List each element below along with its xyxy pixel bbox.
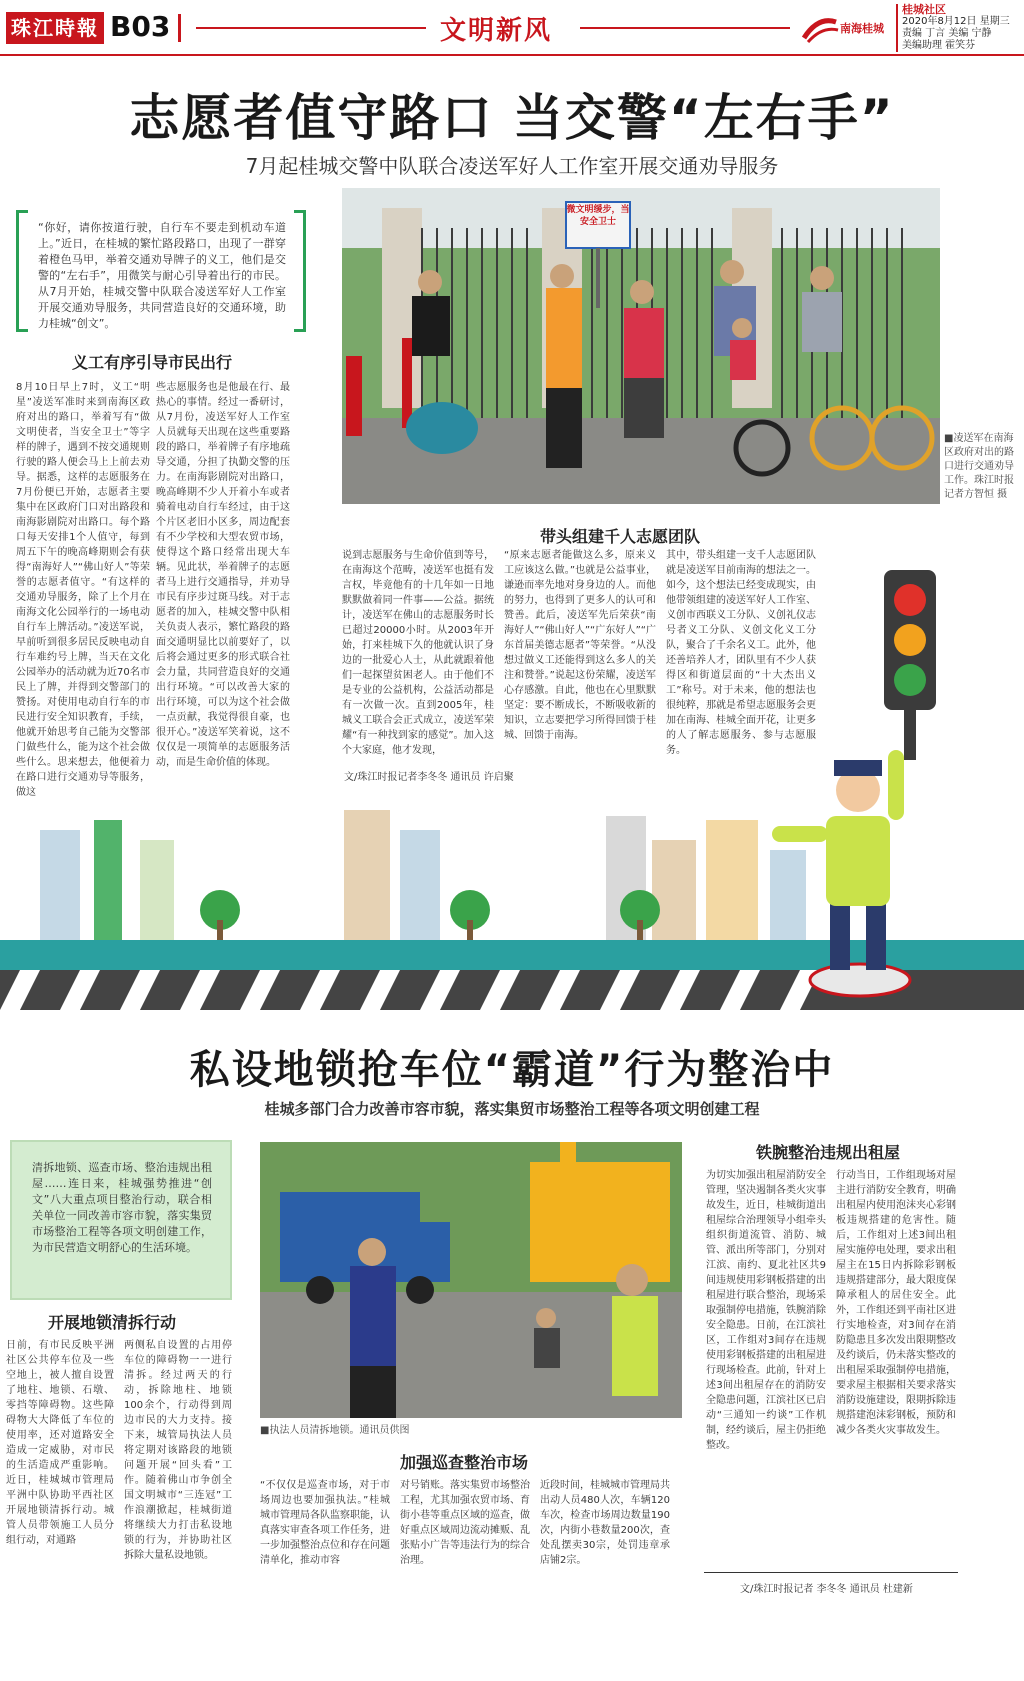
issue-date: 2020年8月12日 星期三 <box>902 16 1010 27</box>
article2-headline: 私设地锁抢车位“霸道”行为整治中 <box>189 1047 835 1093</box>
article1-col3: 说到志愿服务与生命价值到等号，在南海这个范畴，凌送军也挺有发言权，毕竟他有的十几年如一日地默默做着同一件事——公益。据统计，凌送军在佛山的志愿服务时长已超过20000小时。从2003年开始，打来桂城下久的他就认识了身边的一批爱心人士，从此就跟着他们一起探望贫困老人。由于他们不是专业的公益机构，公益活动都是有一次做一次。直到2005年，桂城义工联合会正式成立，凌送军荣耀“有一种找到家的感觉”。加入这个大家庭，他才发现， <box>342 550 494 756</box>
volunteer-sign-text: 微文明缓步，当安全卫士 <box>566 205 630 227</box>
section-title: 文明新风 <box>440 16 553 46</box>
article1-lead: “你好，请你按道行驶，自行车不要走到机动车道上。”近日，在桂城的繁忙路段路口，出现了一群穿着橙色马甲，举着交通劝导牌子的义工，他们是交警的“左右手”，用微笑与耐心引导着出行的市民。从7月开始，桂城交警中队联合凌送军好人工作室开展交通劝导服务，共同营造良好的交通环境，助力桂城“创文”。 <box>38 221 286 330</box>
article2-col1: 日前，有市民反映平洲社区公共停车位及一些空地上，被人擅自设置了地柱、地锁、石墩、零挡等障碍物。这些障碍物大大降低了车位的使用率，还对道路安全造成一定威胁，对市民的生活造成严重影响。近日，桂城城市管理局平洲中队协助平西社区开展地锁清拆行动。城管人员带领施工人员分组行动，对通路 <box>6 1340 114 1546</box>
article2-col5: 近段时间，桂城城市管理局共出动人员480人次，车辆120车次，检查市场周边数量190次，内街小巷数量200次，查处乱摆卖30宗，处罚违章承店铺2宗。 <box>540 1480 670 1566</box>
article1-col2: 些志愿服务也是他最在行、最热心的事情。经过一番研讨，从7月份，凌送军好人工作室人员就每天出现在这些重要路段的路口，举着牌子有序地疏导交通，分担了执勤交警的压力。在南海影剧院对出路口，晚高峰期不少人开着小车或者骑着电动自行车经过，由于这个片区老旧小区多，周边配套有不少学校和大型农贸市场，使得这个路口经常出现大车辆。见此状，举着牌子的志愿者马上进行交通指导，并劝导市民有序步过斑马线。对于志愿者的加入，桂城交警中队相关负责人表示，繁忙路段的路面交通明显比以前要好了，以后将会通过更多的形式联合社会力量，共同营造良好的交通出行环境。“可以改善大家的出行环境，可以为这个社会做一点贡献，我觉得很自豪，也很开心。”凌送军笑着说，这不仅仅是一项简单的志愿服务活动，而是生命价值的体现。 <box>156 382 290 768</box>
article2-photo-caption: ■执法人员清拆地锁。通讯员供图 <box>260 1425 410 1436</box>
article2-col4: 对号销账。落实集贸市场整治工程，尤其加强农贸市场、育街小巷等重点区域的巡查，做好重点区域周边流动摊贩、乱张贴小广告等违法行为的综合治理。 <box>400 1480 530 1566</box>
editor-line: 责编 丁言 美编 宁静 <box>902 28 992 39</box>
article1-col1: 8月10日早上7时，义工“明星”凌送军准时来到南海区政府对出的路口，举着写有“做文明使者，当安全卫士”等字样的牌子，遇到不按交通规则行驶的路人便会马上上前去劝导。据悉，这样的志愿服务在7月份便已开始，志愿者主要集中在区政府门口对出路段和南海影剧院对出路口。每个路口每天安排1个人值守，每到周五下午的晚高峰期则会有获得“南海好人”“佛山好人”等荣誉的志愿者值守。“有这样的交通劝导服务，除了上个月在南海文化公园举行的一场电动自行车上牌活动。”凌送军说，早前听到很多居民反映电动自行车难约号上牌，当天在文化公园举办的活动就为近70名市民上了牌，并得到交警部门的赞扬。对使用电动自行车的市民进行安全知识教育，手续，他就开始思考自己能为交警部门做些什么，能为这个社会做些什么。思来想去，他便着力在路口进行交通劝导等服务，做这 <box>16 382 150 798</box>
article2-credit: 文/珠江时报记者 李冬冬 通讯员 杜建新 <box>740 1584 913 1595</box>
section-rule-right <box>580 27 790 29</box>
article1-credit: 文/珠江时报记者李冬冬 通讯员 许启聚 <box>344 772 514 783</box>
article1-col5: 其中，带头组建一支千人志愿团队就是凌送军目前南海的想法之一。如今，这个想法已经变成现实，由他带领组建的凌送军好人工作室、义创市西联义工分队、义创礼仪志号者义工分队、义创文化义工分队，聚合了千余名义工。此外，他还善培养人才，团队里有不少人获得区和街道层面的“十大杰出义工”称号。对于未来，他的想法也很纯粹，那就是希望志愿服务会更加在南海、桂城全面开花，让更多的人了解志愿服务、参与志愿服务。 <box>666 550 816 756</box>
article2-subhead: 桂城多部门合力改善市容市貌，落实集贸市场整治工程等各项文明创建工程 <box>264 1100 760 1118</box>
article1-headline: 志愿者值守路口 当交警“左右手” <box>129 89 895 147</box>
section-rule-left <box>196 27 426 29</box>
article2-section1-title: 开展地锁清拆行动 <box>48 1313 177 1332</box>
masthead-divider <box>178 14 181 42</box>
article2-col3: “不仅仅是巡查市场，对于市场周边也要加强执法。”桂城城市管理局各队监察职能，认真落实审查各项工作任务，进一步加强整治点位和存在问题清单化，推动市容 <box>260 1480 390 1566</box>
volunteer-photo <box>342 188 940 504</box>
lead-bracket-left <box>16 210 28 332</box>
article2-col2: 两侧私自设置的占用停车位的障碍物一一进行清拆。经过两天的行动，拆除地柱、地锁100余个，行动得到周边市民的大力支持。接下来，城管局执法人员将定期对该路段的地锁问题开展“回头看”工作。随着佛山市争创全国文明城市“三连冠”工作浪潮掀起，桂城街道将继续大力打击私设地锁的行为，并协助社区拆除大量私设地锁。 <box>124 1340 232 1561</box>
masthead <box>0 0 1024 56</box>
column-name: 桂城社区 <box>902 3 946 16</box>
page-number: B03 <box>110 10 171 43</box>
article2-section3-title: 铁腕整治违规出租屋 <box>756 1143 901 1162</box>
article1-subhead: 7月起桂城交警中队联合凌送军好人工作室开展交通劝导服务 <box>245 154 779 178</box>
sponsor-name: 南海桂城 <box>840 22 884 35</box>
paper-logo: 珠江時報 <box>6 12 104 44</box>
article2-lead: 清拆地锁、巡查市场、整治违规出租屋……连日来，桂城强势推进“创文”八大重点项目整治行动，联合相关单位一同改善市容市貌，落实集贸市场整治工程等各项文明创建工作，为市民营造文明舒心的生活环境。 <box>32 1161 212 1254</box>
article2-lead-bubble <box>10 1140 232 1300</box>
article2-col7: 行动当日，工作组现场对屋主进行消防安全教育，明确出租屋内使用泡沫夹心彩钢板违规搭建的危害性。随后，工作组对上述3间出租屋实施停电处理，要求出租屋主在15日内拆除彩钢板违规搭建部分，最大限度保障承租人的居住安全。此外，工作组还到平南社区进行实地检查，对3间存在消防隐患且多次发出限期整改及约谈后，仍未落实整改的出租屋采取强制停电措施，要求屋主根据相关要求落实消防设施建设，限期拆除违规搭建泡沫彩钢板，预防和减少各类火灾事故发生。 <box>836 1170 956 1436</box>
issue-meta <box>896 4 1010 52</box>
article1-photo-caption: ■凌送军在南海区政府对出的路口进行交通劝导工作。珠江时报记者方智恒 摄 <box>944 433 1014 500</box>
credit-rule <box>704 1572 958 1573</box>
article2-section2-title: 加强巡查整治市场 <box>400 1453 529 1472</box>
article1-section1-title: 义工有序引导市民出行 <box>72 353 233 372</box>
lead-bracket-right <box>294 210 306 332</box>
traffic-police-icon <box>770 730 940 1010</box>
assistant-line: 美编助理 霍笑芬 <box>902 40 976 51</box>
lock-removal-photo <box>260 1142 682 1418</box>
article2-col6: 为切实加强出租屋消防安全管理，坚决遏制各类火灾事故发生，近日，桂城街道出租屋综合治理领导小组牵头组织街道流管、消防、城管、派出所等部门，分别对江滨、南约、夏北社区共9间违规使用彩钢板搭建的出租屋进行联合整治，现场采取强制停电措施，铁腕消除安全隐患。日前，在江滨社区，工作组对3间存在违规使用彩钢板搭建的出租屋进行现场检查。此前，针对上述3间出租屋存在的消防安全隐患问题，江滨社区已启动“三通知一约谈”工作机制，经约谈后，屋主仍拒绝整改。 <box>706 1170 826 1451</box>
article1-col4: “原来志愿者能做这么多，原来义工应该这么做。”也就是公益事业，谦逊而率先地对身身边的人。而他的努力，也得到了更多人的认可和赞善。此后，凌送军先后荣获“南海好人”“佛山好人”“广东好人”“广东首届美德志愿者”等荣誉。“从没想过做义工还能得到这么多人的关注和赞誉。”说起这份荣耀，凌送军心存感激。自此，他也在心里默默坚定：要不断成长，不断吸收新的知识，立志要把学习所得回馈于桂城、回馈于南海。 <box>504 550 656 741</box>
article1-section2-title: 带头组建千人志愿团队 <box>540 527 701 546</box>
